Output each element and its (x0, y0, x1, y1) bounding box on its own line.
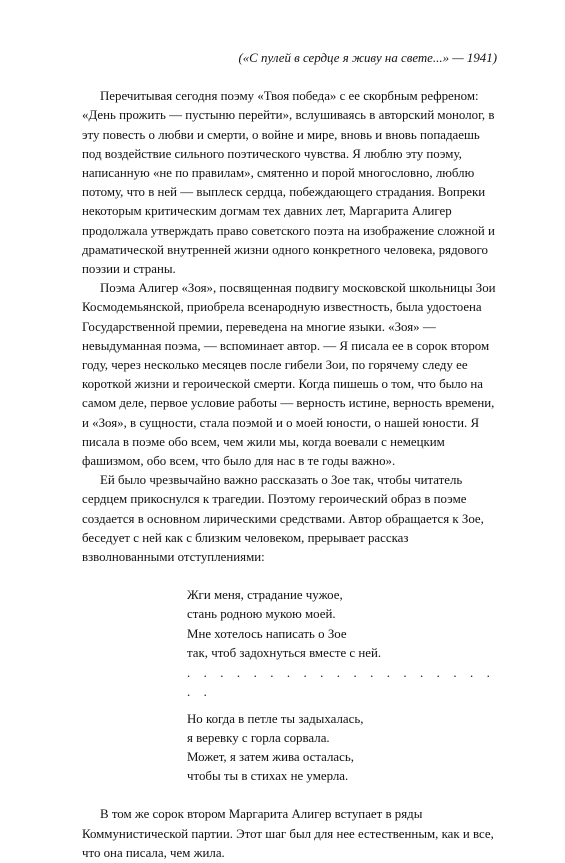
paragraph-tvoya-pobeda: Перечитывая сегодня поэму «Твоя победа» с ее скорбным рефреном: «День прожить — пустыню перейти», вслушиваясь в авторский монолог, в эту повесть о любви и смерти, о войне и мире, вновь и вновь попадаешь под воздействие сильного поэтического чувства. Я люблю эту поэму, написанную «не по правилам», смятенно и порой многословно, люблю потому, что в ней — выплеск сердца, побеждающего страдания. Вопреки некоторым критическим догмам тех давних лет, Маргарита Алигер продолжала утверждать право советского поэта на изображение сложной и драматической внутренней жизни одного конкретного человека, рядового поэзии и страны. (82, 89, 495, 277)
poem-ellipsis: . . . . . . . . . . . . . . . . . . . . . (187, 666, 495, 700)
poem-line: я веревку с горла сорвала. (187, 730, 330, 745)
poem-line: Мне хотелось написать о Зое (187, 626, 347, 641)
paragraph-zoya-poem: Поэма Алигер «Зоя», посвященная подвигу московской школьницы Зои Космодемьянской, приобрела всенародную известность, была удостоена Государственной премии, переведена на многие языки. «Зоя» — невыдуманная поэма, — вспоминает автор. — Я писала ее в сорок втором году, через несколько месяцев после гибели Зои, по горячему следу ее короткой жизни и героической смерти. Когда пишешь о том, что было на самом деле, первое условие работы — верность истине, верность времени, и «Зоя», в сущности, стала поэмой и о моей юности, о нашей юности. Я писала в поэме обо всем, чем жили мы, когда воевали с немецким фашизмом, обо всем, что было для нас в те годы важно». (82, 281, 496, 469)
paragraph-party-membership: В том же сорок втором Маргарита Алигер вступает в ряды Коммунистической партии. Этот шаг был для нее естественным, как и все, что она писала, чем жила. (82, 807, 494, 860)
paragraph-lyrical-means: Ей было чрезвычайно важно рассказать о Зое так, чтобы читатель сердцем прикоснулся к трагедии. Поэтому героический образ в поэме создается в основном лирическими средствами. Автор обращается к Зое, беседует с ней как с близким человеком, прерывает рассказ взволнованными отступлениями: (82, 473, 484, 565)
poem-line: Может, я затем жива осталась, (187, 749, 354, 764)
poem-quote (187, 586, 500, 786)
poem-line: чтобы ты в стихах не умерла. (187, 769, 349, 784)
poem-line: так, чтоб задохнуться вместе с ней. (187, 645, 382, 660)
poem-stanza-1 (187, 586, 500, 702)
poem-stanza-2 (187, 710, 500, 787)
epigraph: («С пулей в сердце я живу на свете...» — 1941) (238, 51, 497, 65)
poem-line: Жги меня, страдание чужое, (187, 588, 343, 603)
poem-line: стань родною мукою моей. (187, 607, 336, 622)
poem-line: Но когда в петле ты задыхалась, (187, 711, 364, 726)
